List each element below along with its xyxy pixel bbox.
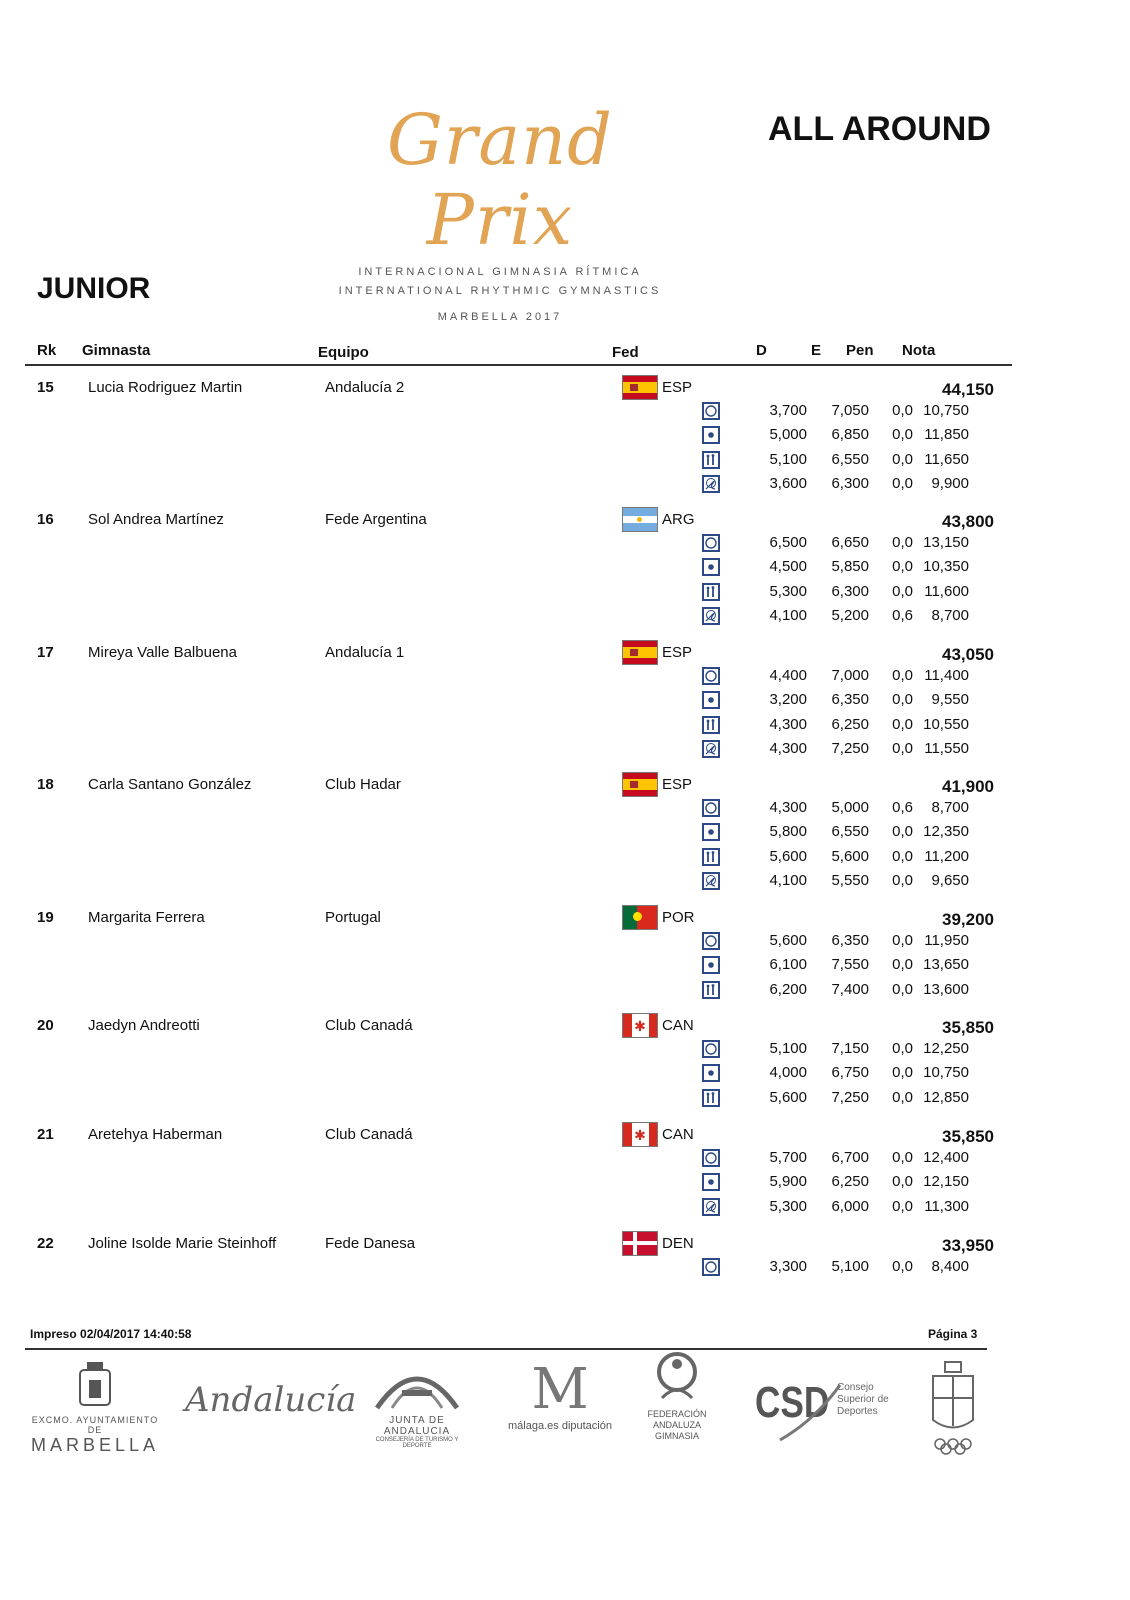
- e-score: 6,650: [831, 534, 869, 551]
- e-score: 7,550: [831, 956, 869, 974]
- team-name: Club Canadá: [325, 1017, 413, 1034]
- apparatus-row: [25, 402, 1015, 426]
- penalty: 0,0: [892, 932, 913, 949]
- apparatus-row: [25, 691, 1015, 715]
- federation-code: CAN: [662, 1017, 694, 1034]
- por-flag-icon: [622, 905, 658, 930]
- d-score: 5,600: [769, 932, 807, 949]
- apparatus-score: 10,750: [923, 402, 969, 419]
- apparatus-row: [25, 823, 1015, 847]
- apparatus-row: [25, 426, 1015, 450]
- apparatus-score: 8,400: [931, 1258, 969, 1275]
- apparatus-row: [25, 1149, 1015, 1173]
- federation-code: POR: [662, 909, 695, 926]
- can-flag-icon: ✱: [622, 1122, 658, 1147]
- sponsor-rfeg: [928, 1360, 978, 1455]
- gymnast-name: Aretehya Haberman: [88, 1126, 223, 1143]
- clubs-icon: [702, 583, 720, 601]
- e-score: 6,300: [831, 582, 869, 600]
- arg-flag-icon: [622, 507, 658, 532]
- esp-flag-icon: [622, 772, 658, 797]
- e-score: 5,550: [831, 871, 869, 889]
- clubs-icon: [702, 1089, 720, 1107]
- penalty: 0,0: [892, 823, 913, 841]
- rank: 22: [37, 1235, 54, 1252]
- d-score: 5,600: [769, 1088, 807, 1106]
- hoop-icon: [702, 932, 720, 950]
- d-score: 5,100: [769, 1040, 807, 1057]
- athlete-block: [25, 1235, 1015, 1283]
- ribbon-icon: [702, 872, 720, 890]
- rank: 15: [37, 379, 54, 396]
- d-score: 4,000: [769, 1064, 807, 1082]
- andalucia-logo-text: Andalucía: [185, 1380, 357, 1420]
- e-score: 6,000: [831, 1197, 869, 1215]
- apparatus-score: 10,750: [923, 1064, 969, 1082]
- federation-code: CAN: [662, 1126, 694, 1143]
- penalty: 0,6: [892, 606, 913, 624]
- marbella-name: MARBELLA: [30, 1435, 160, 1455]
- rfeg-crest-icon: [928, 1360, 978, 1455]
- d-score: 5,900: [769, 1173, 807, 1191]
- ball-icon: [702, 1173, 720, 1191]
- header-pen: Pen: [846, 342, 874, 359]
- ribbon-icon: [702, 740, 720, 758]
- hoop-icon: [702, 1258, 720, 1276]
- apparatus-score: 8,700: [931, 606, 969, 624]
- apparatus-row: [25, 1040, 1015, 1064]
- e-score: 5,850: [831, 558, 869, 576]
- table-header: [25, 340, 1012, 366]
- d-score: 4,100: [769, 606, 807, 624]
- e-score: 6,750: [831, 1064, 869, 1082]
- malaga-name: málaga.es diputación: [508, 1420, 612, 1432]
- e-score: 6,550: [831, 450, 869, 468]
- hoop-icon: [702, 667, 720, 685]
- logo-year: MARBELLA 2017: [437, 311, 563, 323]
- rank: 19: [37, 909, 54, 926]
- apparatus-score: 12,400: [923, 1149, 969, 1166]
- gymnast-name: Sol Andrea Martínez: [88, 511, 224, 528]
- apparatus-score: 8,700: [931, 799, 969, 816]
- d-score: 3,200: [769, 691, 807, 709]
- apparatus-row: [25, 667, 1015, 691]
- rank: 18: [37, 776, 54, 793]
- logo-line-2: INTERNATIONAL RHYTHMIC GYMNASTICS: [338, 285, 662, 297]
- apparatus-row: [25, 848, 1015, 872]
- den-flag-icon: [622, 1231, 658, 1256]
- ribbon-icon: [702, 607, 720, 625]
- junta-sub: CONSEJERÍA DE TURISMO Y DEPORTE: [375, 1437, 459, 1449]
- penalty: 0,0: [892, 474, 913, 492]
- e-score: 7,400: [831, 980, 869, 998]
- csd-line-2: Superior de: [837, 1394, 889, 1405]
- sponsor-marbella: [30, 1360, 160, 1455]
- header-e: E: [811, 342, 822, 359]
- penalty: 0,0: [892, 558, 913, 576]
- penalty: 0,0: [892, 1064, 913, 1082]
- penalty: 0,0: [892, 980, 913, 998]
- d-score: 3,700: [769, 402, 807, 419]
- e-score: 7,150: [831, 1040, 869, 1057]
- d-score: 5,300: [769, 582, 807, 600]
- apparatus-row: [25, 1173, 1015, 1197]
- apparatus-score: 11,300: [924, 1197, 969, 1215]
- federation-code: ESP: [662, 644, 693, 661]
- apparatus-score: 12,150: [923, 1173, 969, 1191]
- sponsor-andalucia: [185, 1380, 357, 1475]
- ball-icon: [702, 426, 720, 444]
- e-score: 6,700: [831, 1149, 869, 1166]
- d-score: 5,700: [769, 1149, 807, 1166]
- fag-line-3: GIMNASIA: [654, 1431, 699, 1441]
- can-flag-icon: ✱: [622, 1013, 658, 1038]
- penalty: 0,0: [892, 426, 913, 444]
- rank: 21: [37, 1126, 54, 1143]
- d-score: 5,800: [769, 823, 807, 841]
- sponsor-malaga: [500, 1357, 620, 1455]
- apparatus-score: 11,550: [924, 739, 969, 757]
- junta-name: JUNTA DE ANDALUCIA: [383, 1415, 451, 1437]
- apparatus-score: 11,850: [924, 426, 969, 444]
- ball-icon: [702, 691, 720, 709]
- rank: 20: [37, 1017, 54, 1034]
- ball-icon: [702, 956, 720, 974]
- d-score: 5,100: [769, 450, 807, 468]
- e-score: 6,350: [831, 691, 869, 709]
- d-score: 4,500: [769, 558, 807, 576]
- fag-emblem-icon: [652, 1352, 702, 1404]
- e-score: 6,250: [831, 1173, 869, 1191]
- penalty: 0,0: [892, 582, 913, 600]
- apparatus-row: [25, 1258, 1015, 1282]
- e-score: 5,000: [831, 799, 869, 816]
- penalty: 0,0: [892, 871, 913, 889]
- category-title: JUNIOR: [37, 272, 151, 305]
- csd-swoosh-icon: [775, 1380, 845, 1450]
- footer-divider: [25, 1348, 987, 1350]
- fag-line-2: ANDALUZA: [652, 1420, 701, 1430]
- total-score: 43,050: [942, 645, 994, 664]
- apparatus-score: 11,600: [924, 582, 969, 600]
- total-score: 35,850: [942, 1127, 994, 1146]
- apparatus-row: [25, 558, 1015, 582]
- apparatus-row: [25, 475, 1015, 499]
- apparatus-score: 11,650: [924, 450, 969, 468]
- e-score: 7,250: [831, 1088, 869, 1106]
- d-score: 5,000: [769, 426, 807, 444]
- printed-timestamp: Impreso 02/04/2017 14:40:58: [30, 1327, 192, 1341]
- penalty: 0,0: [892, 1173, 913, 1191]
- apparatus-row: [25, 716, 1015, 740]
- apparatus-row: [25, 583, 1015, 607]
- penalty: 0,0: [892, 667, 913, 684]
- e-score: 6,850: [831, 426, 869, 444]
- penalty: 0,0: [892, 739, 913, 757]
- apparatus-row: [25, 1198, 1015, 1222]
- ball-icon: [702, 823, 720, 841]
- header-gimnasta: Gimnasta: [82, 342, 151, 359]
- esp-flag-icon: [622, 640, 658, 665]
- federation-code: DEN: [662, 1235, 694, 1252]
- e-score: 6,550: [831, 823, 869, 841]
- athlete-block: [25, 1126, 1015, 1223]
- apparatus-row: [25, 1064, 1015, 1088]
- marbella-crest-icon: [75, 1360, 115, 1410]
- malaga-m-icon: M: [531, 1357, 589, 1422]
- penalty: 0,0: [892, 1258, 913, 1275]
- sponsor-fag: [642, 1352, 712, 1447]
- penalty: 0,6: [892, 799, 913, 816]
- clubs-icon: [702, 716, 720, 734]
- gymnast-name: Mireya Valle Balbuena: [88, 644, 237, 661]
- d-score: 5,300: [769, 1197, 807, 1215]
- apparatus-score: 12,350: [923, 823, 969, 841]
- apparatus-score: 9,900: [931, 474, 969, 492]
- total-score: 43,800: [942, 512, 994, 531]
- clubs-icon: [702, 451, 720, 469]
- d-score: 6,100: [769, 956, 807, 974]
- apparatus-row: [25, 956, 1015, 980]
- marbella-caption: EXCMO. AYUNTAMIENTO DE: [31, 1415, 159, 1435]
- e-score: 5,200: [831, 606, 869, 624]
- apparatus-score: 11,400: [924, 667, 969, 684]
- penalty: 0,0: [892, 847, 913, 865]
- header-equipo: Equipo: [318, 344, 369, 361]
- penalty: 0,0: [892, 1149, 913, 1166]
- apparatus-score: 9,550: [931, 691, 969, 709]
- apparatus-score: 13,150: [923, 534, 969, 551]
- gymnast-name: Jaedyn Andreotti: [88, 1017, 200, 1034]
- apparatus-score: 13,650: [923, 956, 969, 974]
- team-name: Club Canadá: [325, 1126, 413, 1143]
- e-score: 6,250: [831, 715, 869, 733]
- team-name: Andalucía 1: [325, 644, 405, 661]
- team-name: Portugal: [325, 909, 381, 926]
- athlete-block: [25, 909, 1015, 1006]
- d-score: 4,300: [769, 799, 807, 816]
- rank: 16: [37, 511, 54, 528]
- federation-code: ESP: [662, 776, 693, 793]
- sponsor-junta: [362, 1360, 472, 1455]
- clubs-icon: [702, 981, 720, 999]
- junta-arch-icon: [372, 1360, 462, 1410]
- total-score: 35,850: [942, 1018, 994, 1037]
- penalty: 0,0: [892, 534, 913, 551]
- logo-script: Grand Prix: [386, 99, 613, 261]
- penalty: 0,0: [892, 402, 913, 419]
- ribbon-icon: [702, 1198, 720, 1216]
- e-score: 6,300: [831, 474, 869, 492]
- athlete-block: [25, 379, 1015, 500]
- header-fed: Fed: [612, 344, 639, 361]
- apparatus-row: [25, 981, 1015, 1005]
- header-d: D: [756, 342, 767, 359]
- d-score: 6,200: [769, 980, 807, 998]
- penalty: 0,0: [892, 1040, 913, 1057]
- total-score: 44,150: [942, 380, 994, 399]
- team-name: Fede Danesa: [325, 1235, 416, 1252]
- d-score: 4,100: [769, 871, 807, 889]
- e-score: 7,050: [831, 402, 869, 419]
- gymnast-name: Margarita Ferrera: [88, 909, 205, 926]
- total-score: 39,200: [942, 910, 994, 929]
- d-score: 4,300: [769, 715, 807, 733]
- d-score: 5,600: [769, 847, 807, 865]
- apparatus-score: 11,200: [924, 847, 969, 865]
- team-name: Club Hadar: [325, 776, 401, 793]
- ball-icon: [702, 558, 720, 576]
- ribbon-icon: [702, 475, 720, 493]
- penalty: 0,0: [892, 1197, 913, 1215]
- federation-code: ESP: [662, 379, 693, 396]
- apparatus-row: [25, 451, 1015, 475]
- logo-line-1: INTERNACIONAL GIMNASIA RÍTMICA: [358, 266, 642, 278]
- hoop-icon: [702, 1149, 720, 1167]
- apparatus-row: [25, 932, 1015, 956]
- hoop-icon: [702, 799, 720, 817]
- penalty: 0,0: [892, 691, 913, 709]
- athlete-block: [25, 776, 1015, 897]
- d-score: 3,600: [769, 474, 807, 492]
- clubs-icon: [702, 848, 720, 866]
- csd-line-1: Consejo: [837, 1382, 874, 1393]
- apparatus-score: 12,250: [923, 1040, 969, 1057]
- page-number: Página 3: [928, 1327, 978, 1341]
- athlete-block: [25, 511, 1015, 632]
- hoop-icon: [702, 534, 720, 552]
- d-score: 3,300: [769, 1258, 807, 1275]
- apparatus-score: 13,600: [923, 980, 969, 998]
- federation-code: ARG: [662, 511, 695, 528]
- grand-prix-logo: [330, 100, 670, 323]
- apparatus-row: [25, 607, 1015, 631]
- gymnast-name: Joline Isolde Marie Steinhoff: [88, 1235, 277, 1252]
- header-rk: Rk: [37, 342, 57, 359]
- apparatus-score: 9,650: [931, 871, 969, 889]
- athlete-block: [25, 1017, 1015, 1114]
- apparatus-row: [25, 1089, 1015, 1113]
- d-score: 6,500: [769, 534, 807, 551]
- ball-icon: [702, 1064, 720, 1082]
- penalty: 0,0: [892, 450, 913, 468]
- penalty: 0,0: [892, 715, 913, 733]
- fag-line-1: FEDERACIÓN: [647, 1409, 707, 1419]
- e-score: 6,350: [831, 932, 869, 949]
- header-nota: Nota: [902, 342, 936, 359]
- e-score: 7,250: [831, 739, 869, 757]
- hoop-icon: [702, 1040, 720, 1058]
- gymnast-name: Carla Santano González: [88, 776, 252, 793]
- apparatus-row: [25, 872, 1015, 896]
- apparatus-score: 10,350: [923, 558, 969, 576]
- e-score: 5,600: [831, 847, 869, 865]
- gymnast-name: Lucia Rodriguez Martin: [88, 379, 243, 396]
- total-score: 41,900: [942, 777, 994, 796]
- d-score: 4,400: [769, 667, 807, 684]
- rank: 17: [37, 644, 54, 661]
- team-name: Fede Argentina: [325, 511, 427, 528]
- csd-line-3: Deportes: [837, 1406, 878, 1417]
- sponsor-csd: [755, 1360, 895, 1455]
- e-score: 7,000: [831, 667, 869, 684]
- apparatus-row: [25, 740, 1015, 764]
- apparatus-score: 10,550: [923, 715, 969, 733]
- penalty: 0,0: [892, 1088, 913, 1106]
- csd-logo-text: CSD: [755, 1378, 830, 1427]
- hoop-icon: [702, 402, 720, 420]
- apparatus-score: 12,850: [923, 1088, 969, 1106]
- d-score: 4,300: [769, 739, 807, 757]
- apparatus-score: 11,950: [924, 932, 969, 949]
- apparatus-row: [25, 799, 1015, 823]
- apparatus-row: [25, 534, 1015, 558]
- athlete-block: [25, 644, 1015, 765]
- penalty: 0,0: [892, 956, 913, 974]
- e-score: 5,100: [831, 1258, 869, 1275]
- esp-flag-icon: [622, 375, 658, 400]
- total-score: 33,950: [942, 1236, 994, 1255]
- team-name: Andalucía 2: [325, 379, 405, 396]
- page-title: ALL AROUND: [768, 110, 991, 148]
